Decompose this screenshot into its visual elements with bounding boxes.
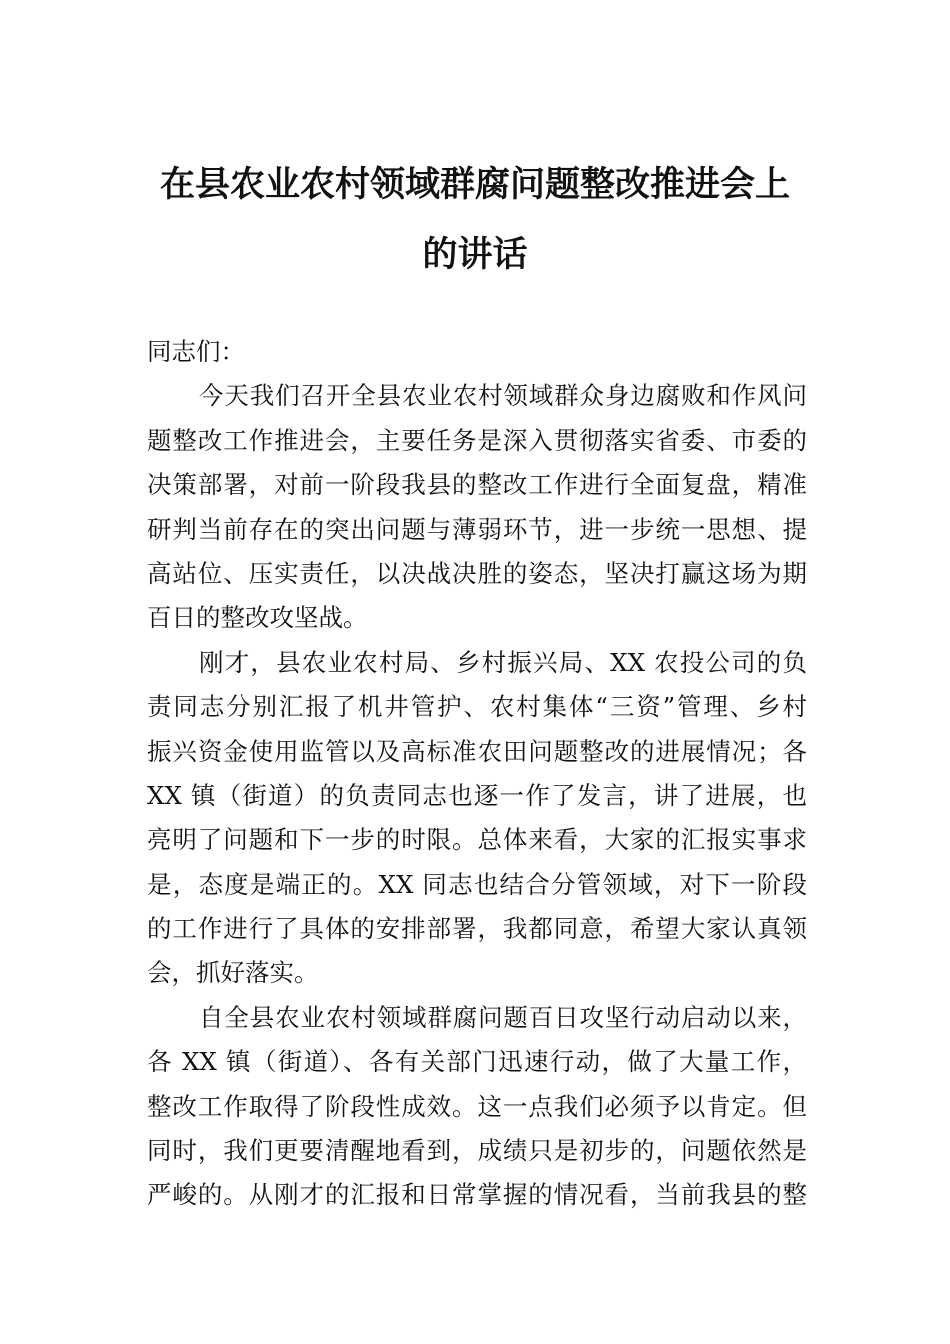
document-title-line-1: 在县农业农村领域群腐问题整改推进会上 — [159, 164, 790, 205]
paragraph-2-line: XX 镇（街道）的负责同志也逐一作了发言，讲了进展，也 — [147, 780, 807, 810]
paragraph-1-line: 决策部署，对前一阶段我县的整改工作进行全面复盘，精准 — [147, 470, 807, 500]
paragraph-3-line: 同时，我们更要清醒地看到，成绩只是初步的，问题依然是 — [147, 1136, 807, 1166]
document-body — [147, 330, 807, 1218]
paragraph-3-line: 各 XX 镇（街道）、各有关部门迅速行动，做了大量工作， — [147, 1047, 807, 1077]
paragraph-2-line: 亮明了问题和下一步的时限。总体来看，大家的汇报实事求 — [147, 825, 807, 855]
paragraph-1-line: 研判当前存在的突出问题与薄弱环节，进一步统一思想、提 — [147, 514, 807, 544]
paragraph-1-line: 高站位、压实责任，以决战决胜的姿态，坚决打赢这场为期 — [147, 558, 807, 588]
paragraph-2-line: 责同志分别汇报了机井管护、农村集体“三资”管理、乡村 — [147, 692, 807, 722]
paragraph-2-line: 刚才，县农业农村局、乡村振兴局、XX 农投公司的负 — [199, 647, 807, 677]
paragraph-3-line: 自全县农业农村领域群腐问题百日攻坚行动启动以来， — [199, 1002, 807, 1032]
paragraph-3-line: 严峻的。从刚才的汇报和日常掌握的情况看，当前我县的整 — [147, 1180, 807, 1210]
paragraph-1-line: 百日的整改攻坚战。 — [147, 603, 368, 633]
paragraph-2-line: 是，态度是端正的。XX 同志也结合分管领域，对下一阶段 — [147, 869, 807, 899]
document-title-line-2: 的讲话 — [422, 234, 528, 275]
paragraph-1-line: 今天我们召开全县农业农村领域群众身边腐败和作风问 — [199, 381, 807, 411]
paragraph-2-line: 的工作进行了具体的安排部署，我都同意，希望大家认真领 — [147, 914, 807, 944]
paragraph-2-line: 振兴资金使用监管以及高标准农田问题整改的进展情况；各 — [147, 736, 807, 766]
paragraph-2-line: 会，抓好落实。 — [147, 958, 319, 988]
salutation: 同志们： — [147, 337, 245, 366]
paragraph-1-line: 题整改工作推进会，主要任务是深入贯彻落实省委、市委的 — [147, 425, 807, 455]
paragraph-3-line: 整改工作取得了阶段性成效。这一点我们必须予以肯定。但 — [147, 1091, 807, 1121]
